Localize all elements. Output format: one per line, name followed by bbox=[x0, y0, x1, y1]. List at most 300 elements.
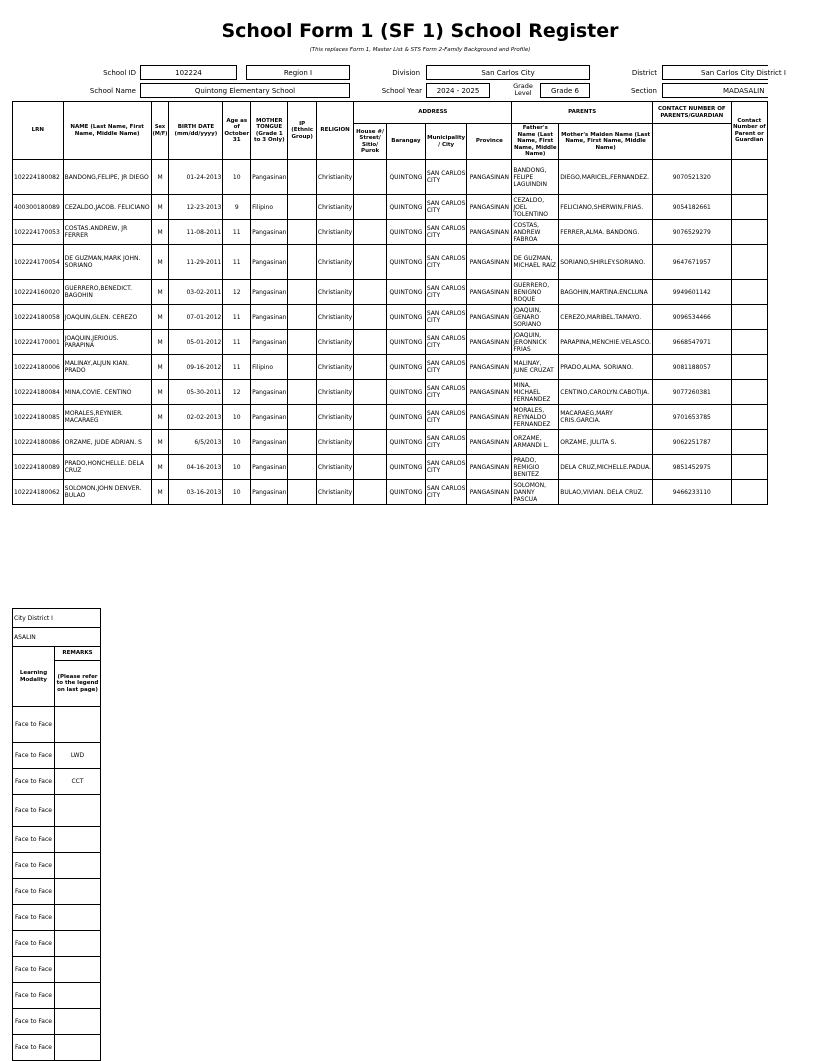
house-cell bbox=[354, 245, 387, 280]
father-cell: MINA, MICHAEL FERNANDEZ bbox=[512, 380, 559, 405]
father-cell: SOLOMON, DANNY PASCUA bbox=[512, 480, 559, 505]
contact-cell: 9076529279 bbox=[653, 220, 732, 245]
col-municipality: Municipality / City bbox=[425, 124, 467, 160]
ip-cell bbox=[288, 355, 316, 380]
province-cell: PANGASINAN bbox=[467, 160, 512, 195]
barangay-cell: QUINTONG bbox=[387, 245, 426, 280]
municipality-cell: SAN CARLOS CITY bbox=[425, 220, 467, 245]
religion-cell: Christianity bbox=[316, 220, 353, 245]
barangay-cell: QUINTONG bbox=[387, 380, 426, 405]
school-id-label: School ID bbox=[103, 69, 136, 77]
mother-tongue-cell: Pangasinan bbox=[251, 430, 288, 455]
age-cell: 11 bbox=[223, 330, 251, 355]
municipality-cell: SAN CARLOS CITY bbox=[425, 430, 467, 455]
birth-date-cell: 05-30-2011 bbox=[169, 380, 223, 405]
modality-row bbox=[13, 827, 101, 853]
col-address: ADDRESS bbox=[354, 102, 512, 124]
municipality-cell: SAN CARLOS CITY bbox=[425, 455, 467, 480]
name-cell: JOAQUIN,GLEN. CEREZO bbox=[63, 305, 151, 330]
mother-cell: FERRER,ALMA. BANDONG. bbox=[559, 220, 653, 245]
grade-level-label: Grade Level bbox=[513, 82, 533, 97]
modality-cell: Face to Face bbox=[13, 879, 55, 905]
modality-row bbox=[13, 1009, 101, 1035]
province-cell: PANGASINAN bbox=[467, 245, 512, 280]
col-birth-date: BIRTH DATE (mm/dd/yyyy) bbox=[169, 102, 223, 160]
table-row bbox=[13, 355, 768, 380]
birth-date-cell: 11-08-2011 bbox=[169, 220, 223, 245]
religion-cell: Christianity bbox=[316, 480, 353, 505]
mother-tongue-cell: Filipino bbox=[251, 355, 288, 380]
mother-cell: PRADO,ALMA. SORIANO. bbox=[559, 355, 653, 380]
remarks-cell bbox=[55, 1035, 101, 1061]
sex-cell: M bbox=[151, 355, 169, 380]
contact-cell: 9851452975 bbox=[653, 455, 732, 480]
district-continuation-text: City District I bbox=[14, 614, 53, 622]
section-continuation-text: ASALIN bbox=[14, 633, 36, 641]
col-guardian-contact: Contact Number of Parent or Guardian bbox=[731, 102, 767, 160]
barangay-cell: QUINTONG bbox=[387, 305, 426, 330]
school-year-label: School Year bbox=[381, 87, 422, 95]
remarks-cell bbox=[55, 957, 101, 983]
col-modality: Learning Modality bbox=[13, 647, 55, 707]
modality-cell: Face to Face bbox=[13, 983, 55, 1009]
barangay-cell: QUINTONG bbox=[387, 195, 426, 220]
table-row bbox=[13, 220, 768, 245]
guardian-contact-cell bbox=[731, 195, 767, 220]
contact-cell: 9668547971 bbox=[653, 330, 732, 355]
remarks-cell bbox=[55, 905, 101, 931]
table-row bbox=[13, 245, 768, 280]
col-lrn: LRN bbox=[13, 102, 64, 160]
school-name-label: School Name bbox=[89, 87, 136, 95]
religion-cell: Christianity bbox=[316, 305, 353, 330]
col-sex: Sex (M/F) bbox=[151, 102, 169, 160]
table-row bbox=[13, 380, 768, 405]
contact-cell: 9096534466 bbox=[653, 305, 732, 330]
birth-date-cell: 03-16-2013 bbox=[169, 480, 223, 505]
birth-date-cell: 05-01-2012 bbox=[169, 330, 223, 355]
age-cell: 11 bbox=[223, 305, 251, 330]
col-father: Father's Name (Last Name, First Name, Middle Name) bbox=[512, 124, 559, 160]
table-row bbox=[13, 305, 768, 330]
province-cell: PANGASINAN bbox=[467, 380, 512, 405]
sex-cell: M bbox=[151, 220, 169, 245]
province-cell: PANGASINAN bbox=[467, 220, 512, 245]
age-cell: 10 bbox=[223, 480, 251, 505]
age-cell: 10 bbox=[223, 405, 251, 430]
father-cell: DE GUZMAN, MICHAEL RAIZ bbox=[512, 245, 559, 280]
religion-cell: Christianity bbox=[316, 195, 353, 220]
lrn-cell: 102224180089 bbox=[13, 455, 64, 480]
remarks-cell bbox=[55, 983, 101, 1009]
lrn-cell: 102224180006 bbox=[13, 355, 64, 380]
religion-cell: Christianity bbox=[316, 245, 353, 280]
modality-row bbox=[13, 707, 101, 743]
mother-cell: DIEGO,MARICEL,FERNANDEZ. bbox=[559, 160, 653, 195]
house-cell bbox=[354, 355, 387, 380]
barangay-cell: QUINTONG bbox=[387, 220, 426, 245]
table-row bbox=[13, 195, 768, 220]
guardian-contact-cell bbox=[731, 245, 767, 280]
modality-cell: Face to Face bbox=[13, 707, 55, 743]
mother-tongue-cell: Pangasinan bbox=[251, 245, 288, 280]
ip-cell bbox=[288, 245, 316, 280]
name-cell: MORALES,REYNIER. MACARAEG bbox=[63, 405, 151, 430]
birth-date-cell: 03-02-2011 bbox=[169, 280, 223, 305]
ip-cell bbox=[288, 480, 316, 505]
religion-cell: Christianity bbox=[316, 330, 353, 355]
sex-cell: M bbox=[151, 455, 169, 480]
remarks-cell bbox=[55, 827, 101, 853]
col-remarks-note: (Please refer to the legend on last page) bbox=[55, 661, 101, 707]
contact-cell: 9054182661 bbox=[653, 195, 732, 220]
barangay-cell: QUINTONG bbox=[387, 430, 426, 455]
mother-cell: MACARAEG,MARY CRIS.GARCIA. bbox=[559, 405, 653, 430]
ip-cell bbox=[288, 330, 316, 355]
mother-tongue-cell: Pangasinan bbox=[251, 380, 288, 405]
lrn-cell: 102224180058 bbox=[13, 305, 64, 330]
religion-cell: Christianity bbox=[316, 405, 353, 430]
house-cell bbox=[354, 280, 387, 305]
province-cell: PANGASINAN bbox=[467, 195, 512, 220]
age-cell: 11 bbox=[223, 220, 251, 245]
father-cell: CEZALDO, JOEL TOLENTINO bbox=[512, 195, 559, 220]
religion-cell: Christianity bbox=[316, 280, 353, 305]
house-cell bbox=[354, 220, 387, 245]
father-cell: BANDONG, FELIPE LAGUINDIN bbox=[512, 160, 559, 195]
barangay-cell: QUINTONG bbox=[387, 405, 426, 430]
lrn-cell: 102224180082 bbox=[13, 160, 64, 195]
remarks-cell bbox=[55, 879, 101, 905]
mother-cell: BULAO,VIVIAN. DELA CRUZ. bbox=[559, 480, 653, 505]
birth-date-cell: 01-24-2013 bbox=[169, 160, 223, 195]
modality-row bbox=[13, 1035, 101, 1061]
name-cell: MINA,COVIE. CENTINO bbox=[63, 380, 151, 405]
house-cell bbox=[354, 380, 387, 405]
age-cell: 12 bbox=[223, 280, 251, 305]
lrn-cell: 102224170053 bbox=[13, 220, 64, 245]
modality-row bbox=[13, 853, 101, 879]
mother-tongue-cell: Pangasinan bbox=[251, 160, 288, 195]
contact-cell: 9062251787 bbox=[653, 430, 732, 455]
mother-tongue-cell: Pangasinan bbox=[251, 330, 288, 355]
col-age: Age as of October 31 bbox=[223, 102, 251, 160]
modality-row bbox=[13, 931, 101, 957]
ip-cell bbox=[288, 380, 316, 405]
division-value: San Carlos City bbox=[426, 65, 590, 80]
col-ip: IP (Ethnic Group) bbox=[288, 102, 316, 160]
guardian-contact-cell bbox=[731, 330, 767, 355]
ip-cell bbox=[288, 220, 316, 245]
grade-level-value: Grade 6 bbox=[540, 83, 590, 98]
municipality-cell: SAN CARLOS CITY bbox=[425, 380, 467, 405]
father-cell: JOAQUIN, GENARO SORIANO bbox=[512, 305, 559, 330]
remarks-cell bbox=[55, 707, 101, 743]
barangay-cell: QUINTONG bbox=[387, 455, 426, 480]
contact-cell: 9949601142 bbox=[653, 280, 732, 305]
mother-cell: CENTINO,CAROLYN.CABOTIJA. bbox=[559, 380, 653, 405]
district-label: District bbox=[631, 69, 657, 77]
modality-table bbox=[12, 608, 101, 1061]
mother-tongue-cell: Pangasinan bbox=[251, 280, 288, 305]
contact-cell: 9647671957 bbox=[653, 245, 732, 280]
col-religion: RELIGION bbox=[316, 102, 353, 160]
name-cell: PRADO,HONCHELLE. DELA CRUZ bbox=[63, 455, 151, 480]
page-subtitle: (This replaces Form 1, Master List & STS Form 2-Family Background and Profile) bbox=[309, 47, 531, 53]
ip-cell bbox=[288, 280, 316, 305]
age-cell: 10 bbox=[223, 160, 251, 195]
name-cell: GUERRERO,BENEDICT. BAGOHIN bbox=[63, 280, 151, 305]
col-name: NAME (Last Name, First Name, Middle Name) bbox=[63, 102, 151, 160]
modality-cell: Face to Face bbox=[13, 957, 55, 983]
table-row bbox=[13, 160, 768, 195]
modality-cell: Face to Face bbox=[13, 905, 55, 931]
sex-cell: M bbox=[151, 330, 169, 355]
modality-row bbox=[13, 795, 101, 827]
mother-tongue-cell: Pangasinan bbox=[251, 220, 288, 245]
father-cell: ORZAME, ARMANDI L. bbox=[512, 430, 559, 455]
guardian-contact-cell bbox=[731, 455, 767, 480]
modality-cell: Face to Face bbox=[13, 827, 55, 853]
province-cell: PANGASINAN bbox=[467, 405, 512, 430]
lrn-cell: 102224170054 bbox=[13, 245, 64, 280]
division-label: Division bbox=[392, 69, 420, 77]
age-cell: 11 bbox=[223, 355, 251, 380]
religion-cell: Christianity bbox=[316, 380, 353, 405]
section-value: MADASALIN bbox=[662, 83, 768, 98]
municipality-cell: SAN CARLOS CITY bbox=[425, 330, 467, 355]
ip-cell bbox=[288, 305, 316, 330]
modality-cell: Face to Face bbox=[13, 795, 55, 827]
birth-date-cell: 09-16-2012 bbox=[169, 355, 223, 380]
municipality-cell: SAN CARLOS CITY bbox=[425, 280, 467, 305]
col-barangay: Barangay bbox=[387, 124, 426, 160]
mother-cell: PARAPINA,MENCHIE.VELASCO. bbox=[559, 330, 653, 355]
age-cell: 11 bbox=[223, 245, 251, 280]
col-province: Province bbox=[467, 124, 512, 160]
ip-cell bbox=[288, 160, 316, 195]
house-cell bbox=[354, 160, 387, 195]
remarks-cell bbox=[55, 931, 101, 957]
house-cell bbox=[354, 305, 387, 330]
table-row bbox=[13, 455, 768, 480]
table-row bbox=[13, 330, 768, 355]
modality-row bbox=[13, 905, 101, 931]
modality-cell: Face to Face bbox=[13, 931, 55, 957]
lrn-cell: 400300180089 bbox=[13, 195, 64, 220]
guardian-contact-cell bbox=[731, 305, 767, 330]
table-row bbox=[13, 405, 768, 430]
birth-date-cell: 6/5/2013 bbox=[169, 430, 223, 455]
father-cell: JOAQUIN, JERONNICK FRIAS bbox=[512, 330, 559, 355]
sex-cell: M bbox=[151, 405, 169, 430]
religion-cell: Christianity bbox=[316, 430, 353, 455]
barangay-cell: QUINTONG bbox=[387, 480, 426, 505]
contact-cell: 9701653785 bbox=[653, 405, 732, 430]
col-contact: CONTACT NUMBER OF PARENTS/GUARDIAN bbox=[653, 102, 732, 124]
col-mother-tongue: MOTHER TONGUE (Grade 1 to 3 Only) bbox=[251, 102, 288, 160]
modality-cell: Face to Face bbox=[13, 769, 55, 795]
contact-cell: 9070521320 bbox=[653, 160, 732, 195]
house-cell bbox=[354, 480, 387, 505]
sex-cell: M bbox=[151, 280, 169, 305]
sex-cell: M bbox=[151, 245, 169, 280]
name-cell: CEZALDO,JACOB. FELICIANO bbox=[63, 195, 151, 220]
page-title: School Form 1 (SF 1) School Register bbox=[221, 20, 619, 42]
religion-cell: Christianity bbox=[316, 355, 353, 380]
province-cell: PANGASINAN bbox=[467, 430, 512, 455]
ip-cell bbox=[288, 430, 316, 455]
district-value: San Carlos City District I bbox=[662, 65, 768, 80]
mother-cell: BAGOHIN,MARTINA.ENCLUNA bbox=[559, 280, 653, 305]
student-register-table bbox=[12, 101, 768, 505]
name-cell: COSTAS.ANDREW, JR FERRER bbox=[63, 220, 151, 245]
modality-cell: Face to Face bbox=[13, 1035, 55, 1061]
name-cell: ORZAME, JUDE ADRIAN. S bbox=[63, 430, 151, 455]
municipality-cell: SAN CARLOS CITY bbox=[425, 305, 467, 330]
province-cell: PANGASINAN bbox=[467, 280, 512, 305]
mother-tongue-cell: Pangasinan bbox=[251, 405, 288, 430]
school-name-value: Quintong Elementary School bbox=[140, 83, 350, 98]
name-cell: MALINAY,ALJUN KIAN. PRADO bbox=[63, 355, 151, 380]
sex-cell: M bbox=[151, 160, 169, 195]
father-cell: MORALES, REYNALDO FERNANDEZ bbox=[512, 405, 559, 430]
modality-cell: Face to Face bbox=[13, 853, 55, 879]
section-label: Section bbox=[630, 87, 657, 95]
municipality-cell: SAN CARLOS CITY bbox=[425, 245, 467, 280]
birth-date-cell: 11-29-2011 bbox=[169, 245, 223, 280]
father-cell: PRADO, REMIGIO BENITEZ bbox=[512, 455, 559, 480]
sex-cell: M bbox=[151, 380, 169, 405]
birth-date-cell: 07-01-2012 bbox=[169, 305, 223, 330]
province-cell: PANGASINAN bbox=[467, 455, 512, 480]
lrn-cell: 102224170001 bbox=[13, 330, 64, 355]
name-cell: BANDONG,FELIPE, JR DIEGO bbox=[63, 160, 151, 195]
birth-date-cell: 04-16-2013 bbox=[169, 455, 223, 480]
father-cell: COSTAS, ANDREW FABROA bbox=[512, 220, 559, 245]
father-cell: MALINAY, JUNE CRUZAT bbox=[512, 355, 559, 380]
birth-date-cell: 12-23-2013 bbox=[169, 195, 223, 220]
province-cell: PANGASINAN bbox=[467, 480, 512, 505]
house-cell bbox=[354, 405, 387, 430]
barangay-cell: QUINTONG bbox=[387, 160, 426, 195]
house-cell bbox=[354, 455, 387, 480]
religion-cell: Christianity bbox=[316, 160, 353, 195]
mother-cell: DELA CRUZ,MICHELLE.PADUA. bbox=[559, 455, 653, 480]
municipality-cell: SAN CARLOS CITY bbox=[425, 195, 467, 220]
name-cell: DE GUZMAN,MARK JOHN. SORIANO bbox=[63, 245, 151, 280]
guardian-contact-cell bbox=[731, 280, 767, 305]
lrn-cell: 102224160020 bbox=[13, 280, 64, 305]
modality-row bbox=[13, 879, 101, 905]
barangay-cell: QUINTONG bbox=[387, 355, 426, 380]
guardian-contact-cell bbox=[731, 380, 767, 405]
father-cell: GUERRERO, BENIGNO ROQUE bbox=[512, 280, 559, 305]
sex-cell: M bbox=[151, 305, 169, 330]
contact-cell: 9466233110 bbox=[653, 480, 732, 505]
modality-cell: Face to Face bbox=[13, 743, 55, 769]
remarks-cell bbox=[55, 1009, 101, 1035]
guardian-contact-cell bbox=[731, 355, 767, 380]
sex-cell: M bbox=[151, 195, 169, 220]
ip-cell bbox=[288, 405, 316, 430]
religion-cell: Christianity bbox=[316, 455, 353, 480]
lrn-cell: 102224180084 bbox=[13, 380, 64, 405]
sex-cell: M bbox=[151, 480, 169, 505]
guardian-contact-cell bbox=[731, 160, 767, 195]
guardian-contact-cell bbox=[731, 405, 767, 430]
remarks-cell: LWD bbox=[55, 743, 101, 769]
barangay-cell: QUINTONG bbox=[387, 330, 426, 355]
table-row bbox=[13, 430, 768, 455]
province-cell: PANGASINAN bbox=[467, 355, 512, 380]
district-continuation bbox=[13, 609, 101, 628]
guardian-contact-cell bbox=[731, 430, 767, 455]
guardian-contact-cell bbox=[731, 220, 767, 245]
table-row bbox=[13, 280, 768, 305]
sex-cell: M bbox=[151, 430, 169, 455]
modality-row bbox=[13, 957, 101, 983]
school-year-value: 2024 - 2025 bbox=[426, 83, 490, 98]
province-cell: PANGASINAN bbox=[467, 330, 512, 355]
mother-cell: FELICIANO,SHERWIN,FRIAS. bbox=[559, 195, 653, 220]
remarks-cell bbox=[55, 795, 101, 827]
house-cell bbox=[354, 430, 387, 455]
remarks-cell: CCT bbox=[55, 769, 101, 795]
col-contact-blank bbox=[653, 124, 732, 160]
age-cell: 9 bbox=[223, 195, 251, 220]
mother-tongue-cell: Pangasinan bbox=[251, 305, 288, 330]
modality-row bbox=[13, 743, 101, 769]
col-house: House #/ Street/ Sitio/ Purok bbox=[354, 124, 387, 160]
name-cell: SOLOMON,JOHN DENVER. BULAO bbox=[63, 480, 151, 505]
lrn-cell: 102224180085 bbox=[13, 405, 64, 430]
modality-row bbox=[13, 769, 101, 795]
school-id-value: 102224 bbox=[140, 65, 237, 80]
municipality-cell: SAN CARLOS CITY bbox=[425, 480, 467, 505]
col-remarks: REMARKS bbox=[55, 647, 101, 661]
municipality-cell: SAN CARLOS CITY bbox=[425, 405, 467, 430]
modality-cell: Face to Face bbox=[13, 1009, 55, 1035]
region-value: Region I bbox=[246, 65, 350, 80]
col-mother: Mother's Maiden Name (Last Name, First Name, Middle Name) bbox=[559, 124, 653, 160]
mother-cell: ORZAME, JULITA S. bbox=[559, 430, 653, 455]
lrn-cell: 102224180062 bbox=[13, 480, 64, 505]
mother-cell: SORIANO,SHIRLEY.SORIANO. bbox=[559, 245, 653, 280]
remarks-cell bbox=[55, 853, 101, 879]
modality-row bbox=[13, 983, 101, 1009]
mother-tongue-cell: Filipino bbox=[251, 195, 288, 220]
house-cell bbox=[354, 330, 387, 355]
ip-cell bbox=[288, 455, 316, 480]
mother-cell: CEREZO,MARIBEL.TAMAYO. bbox=[559, 305, 653, 330]
table-row bbox=[13, 480, 768, 505]
municipality-cell: SAN CARLOS CITY bbox=[425, 355, 467, 380]
mother-tongue-cell: Pangasinan bbox=[251, 480, 288, 505]
section-continuation bbox=[13, 628, 101, 647]
lrn-cell: 102224180086 bbox=[13, 430, 64, 455]
age-cell: 12 bbox=[223, 380, 251, 405]
house-cell bbox=[354, 195, 387, 220]
birth-date-cell: 02-02-2013 bbox=[169, 405, 223, 430]
age-cell: 10 bbox=[223, 430, 251, 455]
name-cell: JOAQUIN,JERIOUS. PARAPINA bbox=[63, 330, 151, 355]
ip-cell bbox=[288, 195, 316, 220]
mother-tongue-cell: Pangasinan bbox=[251, 455, 288, 480]
barangay-cell: QUINTONG bbox=[387, 280, 426, 305]
guardian-contact-cell bbox=[731, 480, 767, 505]
contact-cell: 9077260381 bbox=[653, 380, 732, 405]
